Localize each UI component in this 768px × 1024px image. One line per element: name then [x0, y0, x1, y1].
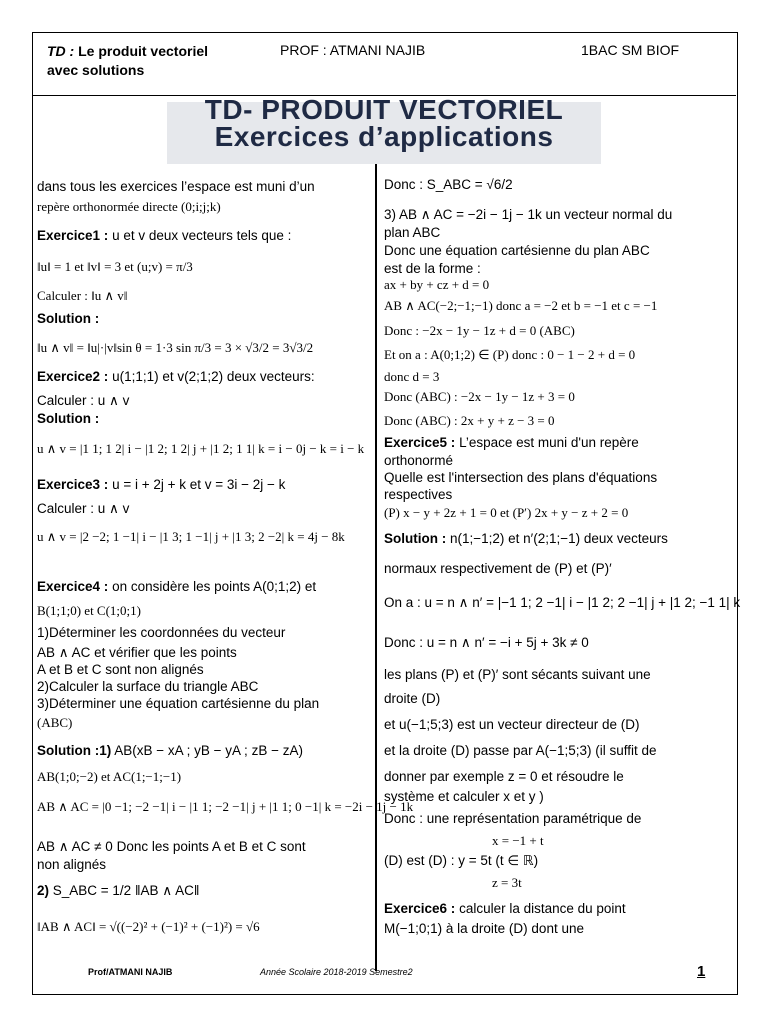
text-line: Calculer : u ∧ v	[37, 393, 130, 408]
text-line: Calculer : ‖u ∧ v‖	[37, 288, 128, 303]
text-line: respectives	[384, 487, 453, 502]
exercise-label: Exercice4 :	[37, 579, 109, 594]
text-line: ‖AB ∧ AC‖ = √((−2)² + (−1)² + (−1)²) = √6	[37, 919, 260, 934]
exercise-label: 2)	[37, 883, 50, 898]
text-line: Donc : −2x − 1y − 1z + d = 0 (ABC)	[384, 323, 575, 338]
header-td-label: TD :	[47, 43, 75, 59]
text-line: 3)Déterminer une équation cartésienne du plan	[37, 696, 320, 711]
page-title: TD- PRODUIT VECTORIEL	[204, 94, 564, 125]
text-line: les plans (P) et (P)′ sont sécants suivant une	[384, 667, 651, 682]
document-header	[33, 33, 736, 96]
text-line: (D) est (D) : y = 5t (t ∈ ℝ)	[384, 853, 539, 868]
exercise-text: on considère les points A(0;1;2) et	[108, 579, 317, 594]
text-line: A et B et C sont non alignés	[37, 662, 204, 677]
header-prof: PROF : ATMANI NAJIB	[280, 42, 426, 58]
text-line: ‖u ∧ v‖ = ‖u|·|v‖sin θ = 1·3 sin π/3 = 3 × √3/2 = 3√3/2	[37, 340, 314, 355]
text-line: AB ∧ AC = |0 −1; −2 −1| i − |1 1; −2 −1| j + |1 1; 0 −1| k = −2i − 1j − 1k	[37, 799, 414, 814]
exercise-text: n(1;−1;2) et n′(2;1;−1) deux vecteurs	[446, 531, 668, 546]
text-line: On a : u = n ∧ n′ = |−1 1; 2 −1| i − |1 2; 2 −1| j + |1 2; −1 1| k	[384, 595, 741, 610]
text-line: droite (D)	[384, 691, 441, 706]
column-divider	[375, 164, 377, 971]
text-line: Donc (ABC) : 2x + y + z − 3 = 0	[384, 413, 555, 428]
text-line: Donc une équation cartésienne du plan ABC	[384, 243, 650, 258]
text-line: non alignés	[37, 857, 107, 872]
text-line: (ABC)	[37, 715, 73, 730]
exercise-label: Solution :1)	[37, 743, 112, 758]
text-line: M(−1;0;1) à la droite (D) dont une	[384, 921, 584, 936]
exercise-text: AB(xB − xA ; yB − yA ; zB − zA)	[111, 743, 303, 758]
text-line: Calculer : u ∧ v	[37, 501, 130, 516]
text-line	[384, 900, 626, 917]
text-line	[37, 476, 285, 493]
text-line: donner par exemple z = 0 et résoudre le	[384, 769, 624, 784]
text-line: est de la forme :	[384, 261, 481, 276]
text-line: Solution :	[37, 411, 100, 426]
text-line: repère orthonormée directe (0;i;j;k)	[37, 199, 221, 214]
exercise-text: L’espace est muni d'un repère	[455, 435, 639, 450]
text-line: Quelle est l'intersection des plans d'équations	[384, 470, 658, 485]
exercise-label: Exercice2 :	[37, 369, 109, 384]
text-line: Et on a : A(0;1;2) ∈ (P) donc : 0 − 1 − 2 + d = 0	[384, 347, 636, 362]
exercise-text: u = i + 2j + k et v = 3i − 2j − k	[108, 477, 286, 492]
text-line	[37, 368, 315, 385]
text-line: Donc : u = n ∧ n′ = −i + 5j + 3k ≠ 0	[384, 635, 589, 650]
text-line	[37, 227, 291, 244]
text-line: AB(1;0;−2) et AC(1;−1;−1)	[37, 769, 182, 784]
page-number: 1	[697, 963, 706, 980]
text-line	[37, 742, 303, 759]
text-line: orthonormé	[384, 453, 454, 468]
footer-year: Année Scolaire 2018-2019 Semestre2	[260, 967, 413, 977]
text-line	[37, 882, 200, 899]
text-line	[384, 530, 668, 547]
text-line: (P) x − y + 2z + 1 = 0 et (P′) 2x + y − z + 2 = 0	[384, 505, 629, 520]
text-line: Solution :	[37, 311, 100, 326]
text-line: AB ∧ AC et vérifier que les points	[37, 645, 237, 660]
text-line	[384, 434, 639, 451]
text-line: système et calculer x et y )	[384, 789, 544, 804]
text-line: u ∧ v = |1 1; 1 2| i − |1 2; 1 2| j + |1 2; 1 1| k = i − 0j − k = i − k	[37, 441, 365, 456]
exercise-label: Exercice1 :	[37, 228, 109, 243]
text-line: u ∧ v = |2 −2; 1 −1| i − |1 3; 1 −1| j + |1 3; 2 −2| k = 4j − 8k	[37, 529, 345, 544]
exercise-label: Exercice6 :	[384, 901, 456, 916]
page-subtitle: Exercices d’applications	[214, 121, 554, 152]
exercise-text: u(1;1;1) et v(2;1;2) deux vecteurs:	[108, 369, 315, 384]
text-line: 3) AB ∧ AC = −2i − 1j − 1k un vecteur normal du	[384, 207, 673, 222]
text-line: 2)Calculer la surface du triangle ABC	[37, 679, 259, 694]
text-line: donc d = 3	[384, 369, 440, 384]
text-line: Donc : une représentation paramétrique de	[384, 811, 642, 826]
header-subject-line2: avec solutions	[47, 62, 145, 78]
header-class: 1BAC SM BIOF	[581, 42, 680, 58]
text-line: x = −1 + t	[492, 833, 544, 848]
text-line: z = 3t	[492, 875, 522, 890]
text-line	[37, 578, 316, 595]
text-line: ‖u‖ = 1 et ‖v‖ = 3 et (u;v) = π/3	[37, 259, 193, 274]
text-line: Donc : S_ABC = √6/2	[384, 177, 513, 192]
text-line: AB ∧ AC ≠ 0 Donc les points A et B et C sont	[37, 839, 306, 854]
text-line: et la droite (D) passe par A(−1;5;3) (il suffit de	[384, 743, 657, 758]
text-line: et u(−1;5;3) est un vecteur directeur de (D)	[384, 717, 640, 732]
text-line: normaux respectivement de (P) et (P)′	[384, 561, 612, 576]
text-line: Donc (ABC) : −2x − 1y − 1z + 3 = 0	[384, 389, 575, 404]
exercise-text: u et v deux vecteurs tels que :	[108, 228, 292, 243]
exercise-label: Solution :	[384, 531, 447, 546]
exercise-text: S_ABC = 1/2 ‖AB ∧ AC‖	[49, 883, 200, 898]
exercise-label: Exercice3 :	[37, 477, 109, 492]
exercise-label: Exercice5 :	[384, 435, 456, 450]
text-line: AB ∧ AC(−2;−1;−1) donc a = −2 et b = −1 et c = −1	[384, 298, 658, 313]
text-line: plan ABC	[384, 225, 441, 240]
text-line: dans tous les exercices l’espace est muni d’un	[37, 179, 315, 194]
text-line: ax + by + cz + d = 0	[384, 277, 490, 292]
header-subject-line1: Le produit vectoriel	[74, 43, 209, 59]
text-line: 1)Déterminer les coordonnées du vecteur	[37, 625, 286, 640]
text-line: B(1;1;0) et C(1;0;1)	[37, 603, 141, 618]
exercise-text: calculer la distance du point	[455, 901, 626, 916]
header-subject	[47, 42, 247, 80]
footer-author: Prof/ATMANI NAJIB	[88, 967, 173, 977]
